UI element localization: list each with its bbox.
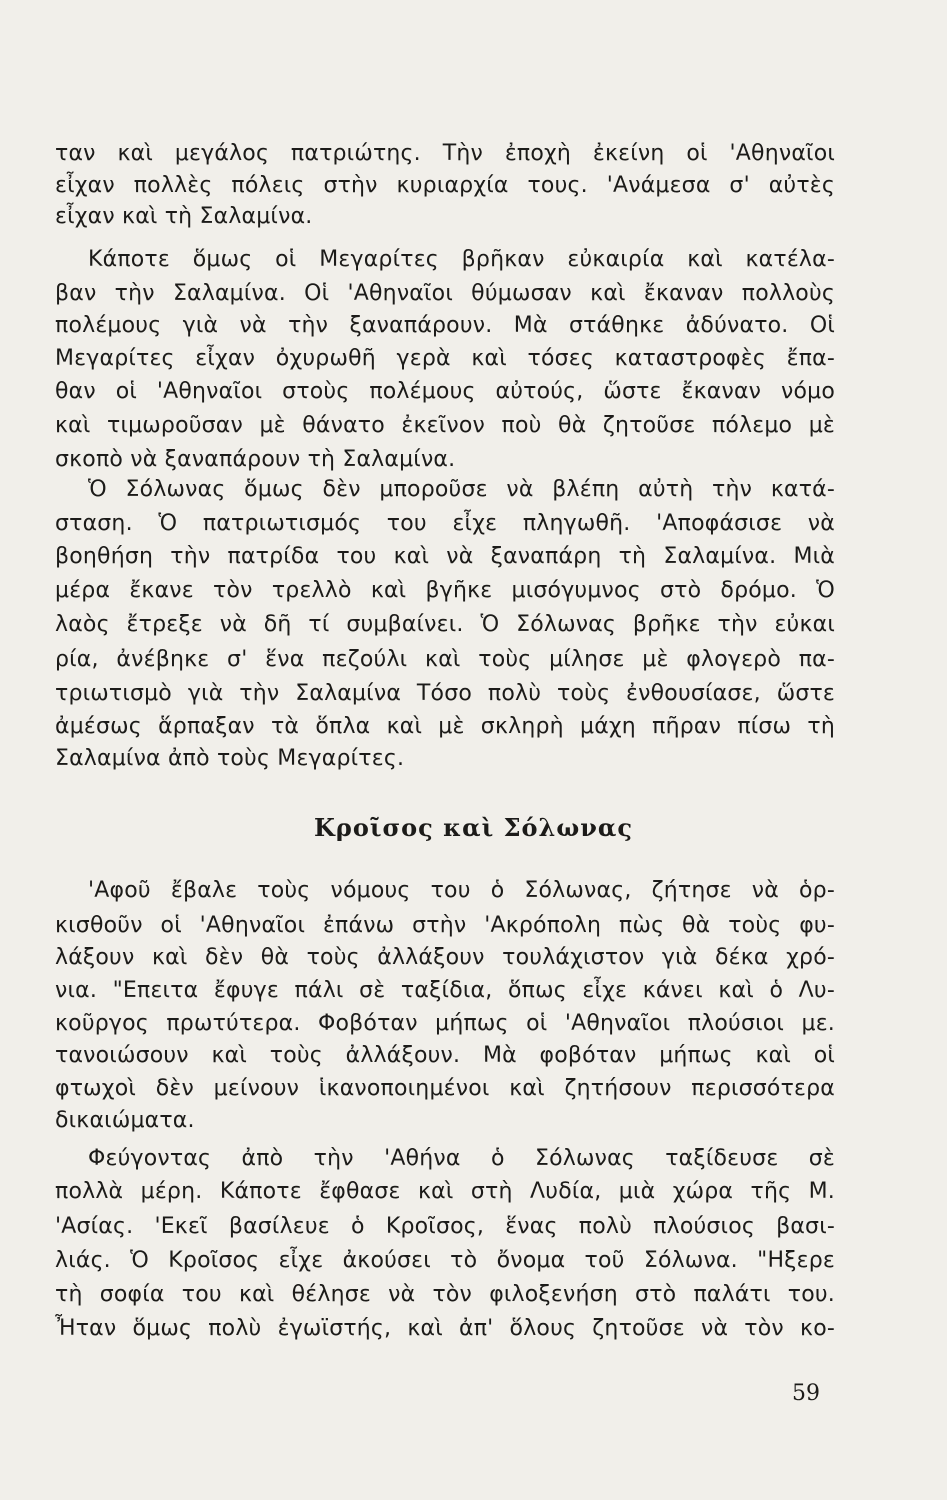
text-line: 'Ασίας. 'Εκεῖ βασίλευε ὁ Κροῖσος, ἕνας πολὺ πλούσιος βασι- — [55, 1214, 835, 1239]
text-line: ἀμέσως ἅρπαξαν τὰ ὅπλα καὶ μὲ σκληρὴ μάχη πῆραν πίσω τὴ — [55, 714, 835, 739]
text-line: θαν οἱ 'Αθηναῖοι στοὺς πολέμους αὐτούς, ὥστε ἔκαναν νόμο — [55, 379, 835, 404]
text-line: εἶχαν πολλὲς πόλεις στὴν κυριαρχία τους. 'Ανάμεσα σ' αὐτὲς — [55, 173, 835, 198]
text-line: λάξουν καὶ δὲν θὰ τοὺς ἀλλάξουν τουλάχιστον γιὰ δέκα χρό- — [55, 945, 835, 970]
text-line: Κάποτε ὅμως οἱ Μεγαρίτες βρῆκαν εὐκαιρία καὶ κατέλα- — [88, 247, 835, 272]
text-line: βοηθήση τὴν πατρίδα του καὶ νὰ ξαναπάρη τὴ Σαλαμίνα. Μιὰ — [55, 544, 835, 569]
text-line: κοῦργος πρωτύτερα. Φοβόταν μήπως οἱ 'Αθηναῖοι πλούσιοι με. — [55, 1011, 835, 1036]
text-line: φτωχοὶ δὲν μείνουν ἱκανοποιημένοι καὶ ζητήσουν περισσότερα — [55, 1076, 835, 1101]
text-line: Φεύγοντας ἀπὸ τὴν 'Αθήνα ὁ Σόλωνας ταξίδευσε σὲ — [88, 1146, 835, 1171]
text-line: κισθοῦν οἱ 'Αθηναῖοι ἐπάνω στὴν 'Ακρόπολη πὼς θὰ τοὺς φυ- — [55, 913, 835, 938]
text-line: δικαιώματα. — [55, 1108, 195, 1133]
text-line: εἶχαν καὶ τὴ Σαλαμίνα. — [55, 204, 313, 229]
text-line: 'Αφοῦ ἔβαλε τοὺς νόμους του ὁ Σόλωνας, ζήτησε νὰ ὁρ- — [88, 878, 835, 903]
text-line: Ἦταν ὅμως πολὺ ἐγωϊστής, καὶ ἀπ' ὅλους ζητοῦσε νὰ τὸν κο- — [55, 1316, 835, 1341]
text-line: Ὁ Σόλωνας ὅμως δὲν μποροῦσε νὰ βλέπη αὐτὴ τὴν κατά- — [88, 477, 835, 502]
text-line: Μεγαρίτες εἶχαν ὀχυρωθῆ γερὰ καὶ τόσες καταστροφὲς ἔπα- — [55, 346, 835, 371]
text-line: πολλὰ μέρη. Κάποτε ἔφθασε καὶ στὴ Λυδία, μιὰ χώρα τῆς Μ. — [55, 1179, 835, 1204]
text-line: σκοπὸ νὰ ξαναπάρουν τὴ Σαλαμίνα. — [55, 447, 456, 472]
text-line: τριωτισμὸ γιὰ τὴν Σαλαμίνα Τόσο πολὺ τοὺς ἐνθουσίασε, ὥστε — [55, 681, 835, 706]
text-line: σταση. Ὁ πατριωτισμός του εἶχε πληγωθῆ. 'Αποφάσισε νὰ — [55, 511, 835, 536]
text-line: πολέμους γιὰ νὰ τὴν ξαναπάρουν. Μὰ στάθηκε ἀδύνατο. Οἱ — [55, 313, 835, 338]
text-line: ταν καὶ μεγάλος πατριώτης. Τὴν ἐποχὴ ἐκείνη οἱ 'Αθηναῖοι — [55, 141, 835, 166]
text-line: βαν τὴν Σαλαμίνα. Οἱ 'Αθηναῖοι θύμωσαν καὶ ἔκαναν πολλοὺς — [55, 281, 835, 306]
text-line: λιάς. Ὁ Κροῖσος εἶχε ἀκούσει τὸ ὄνομα τοῦ Σόλωνα. "Ηξερε — [55, 1248, 835, 1273]
section-heading: Κροῖσος καὶ Σόλωνας — [314, 813, 633, 842]
text-line: Σαλαμίνα ἀπὸ τοὺς Μεγαρίτες. — [55, 746, 405, 771]
text-line: ρία, ἀνέβηκε σ' ἕνα πεζούλι καὶ τοὺς μίλησε μὲ φλογερὸ πα- — [55, 647, 835, 672]
text-line: μέρα ἔκανε τὸν τρελλὸ καὶ βγῆκε μισόγυμνος στὸ δρόμο. Ὁ — [55, 578, 835, 603]
text-line: λαὸς ἔτρεξε νὰ δῆ τί συμβαίνει. Ὁ Σόλωνας βρῆκε τὴν εὐκαι — [55, 612, 835, 637]
text-line: τὴ σοφία του καὶ θέλησε νὰ τὸν φιλοξενήση στὸ παλάτι του. — [55, 1282, 835, 1307]
text-line: νια. "Επειτα ἔφυγε πάλι σὲ ταξίδια, ὅπως εἶχε κάνει καὶ ὁ Λυ- — [55, 978, 835, 1003]
text-line: τανοιώσουν καὶ τοὺς ἀλλάξουν. Μὰ φοβόταν μήπως καὶ οἱ — [55, 1043, 835, 1068]
text-line: καὶ τιμωροῦσαν μὲ θάνατο ἐκεῖνον ποὺ θὰ ζητοῦσε πόλεμο μὲ — [55, 413, 835, 438]
page-number: 59 — [792, 1381, 820, 1406]
